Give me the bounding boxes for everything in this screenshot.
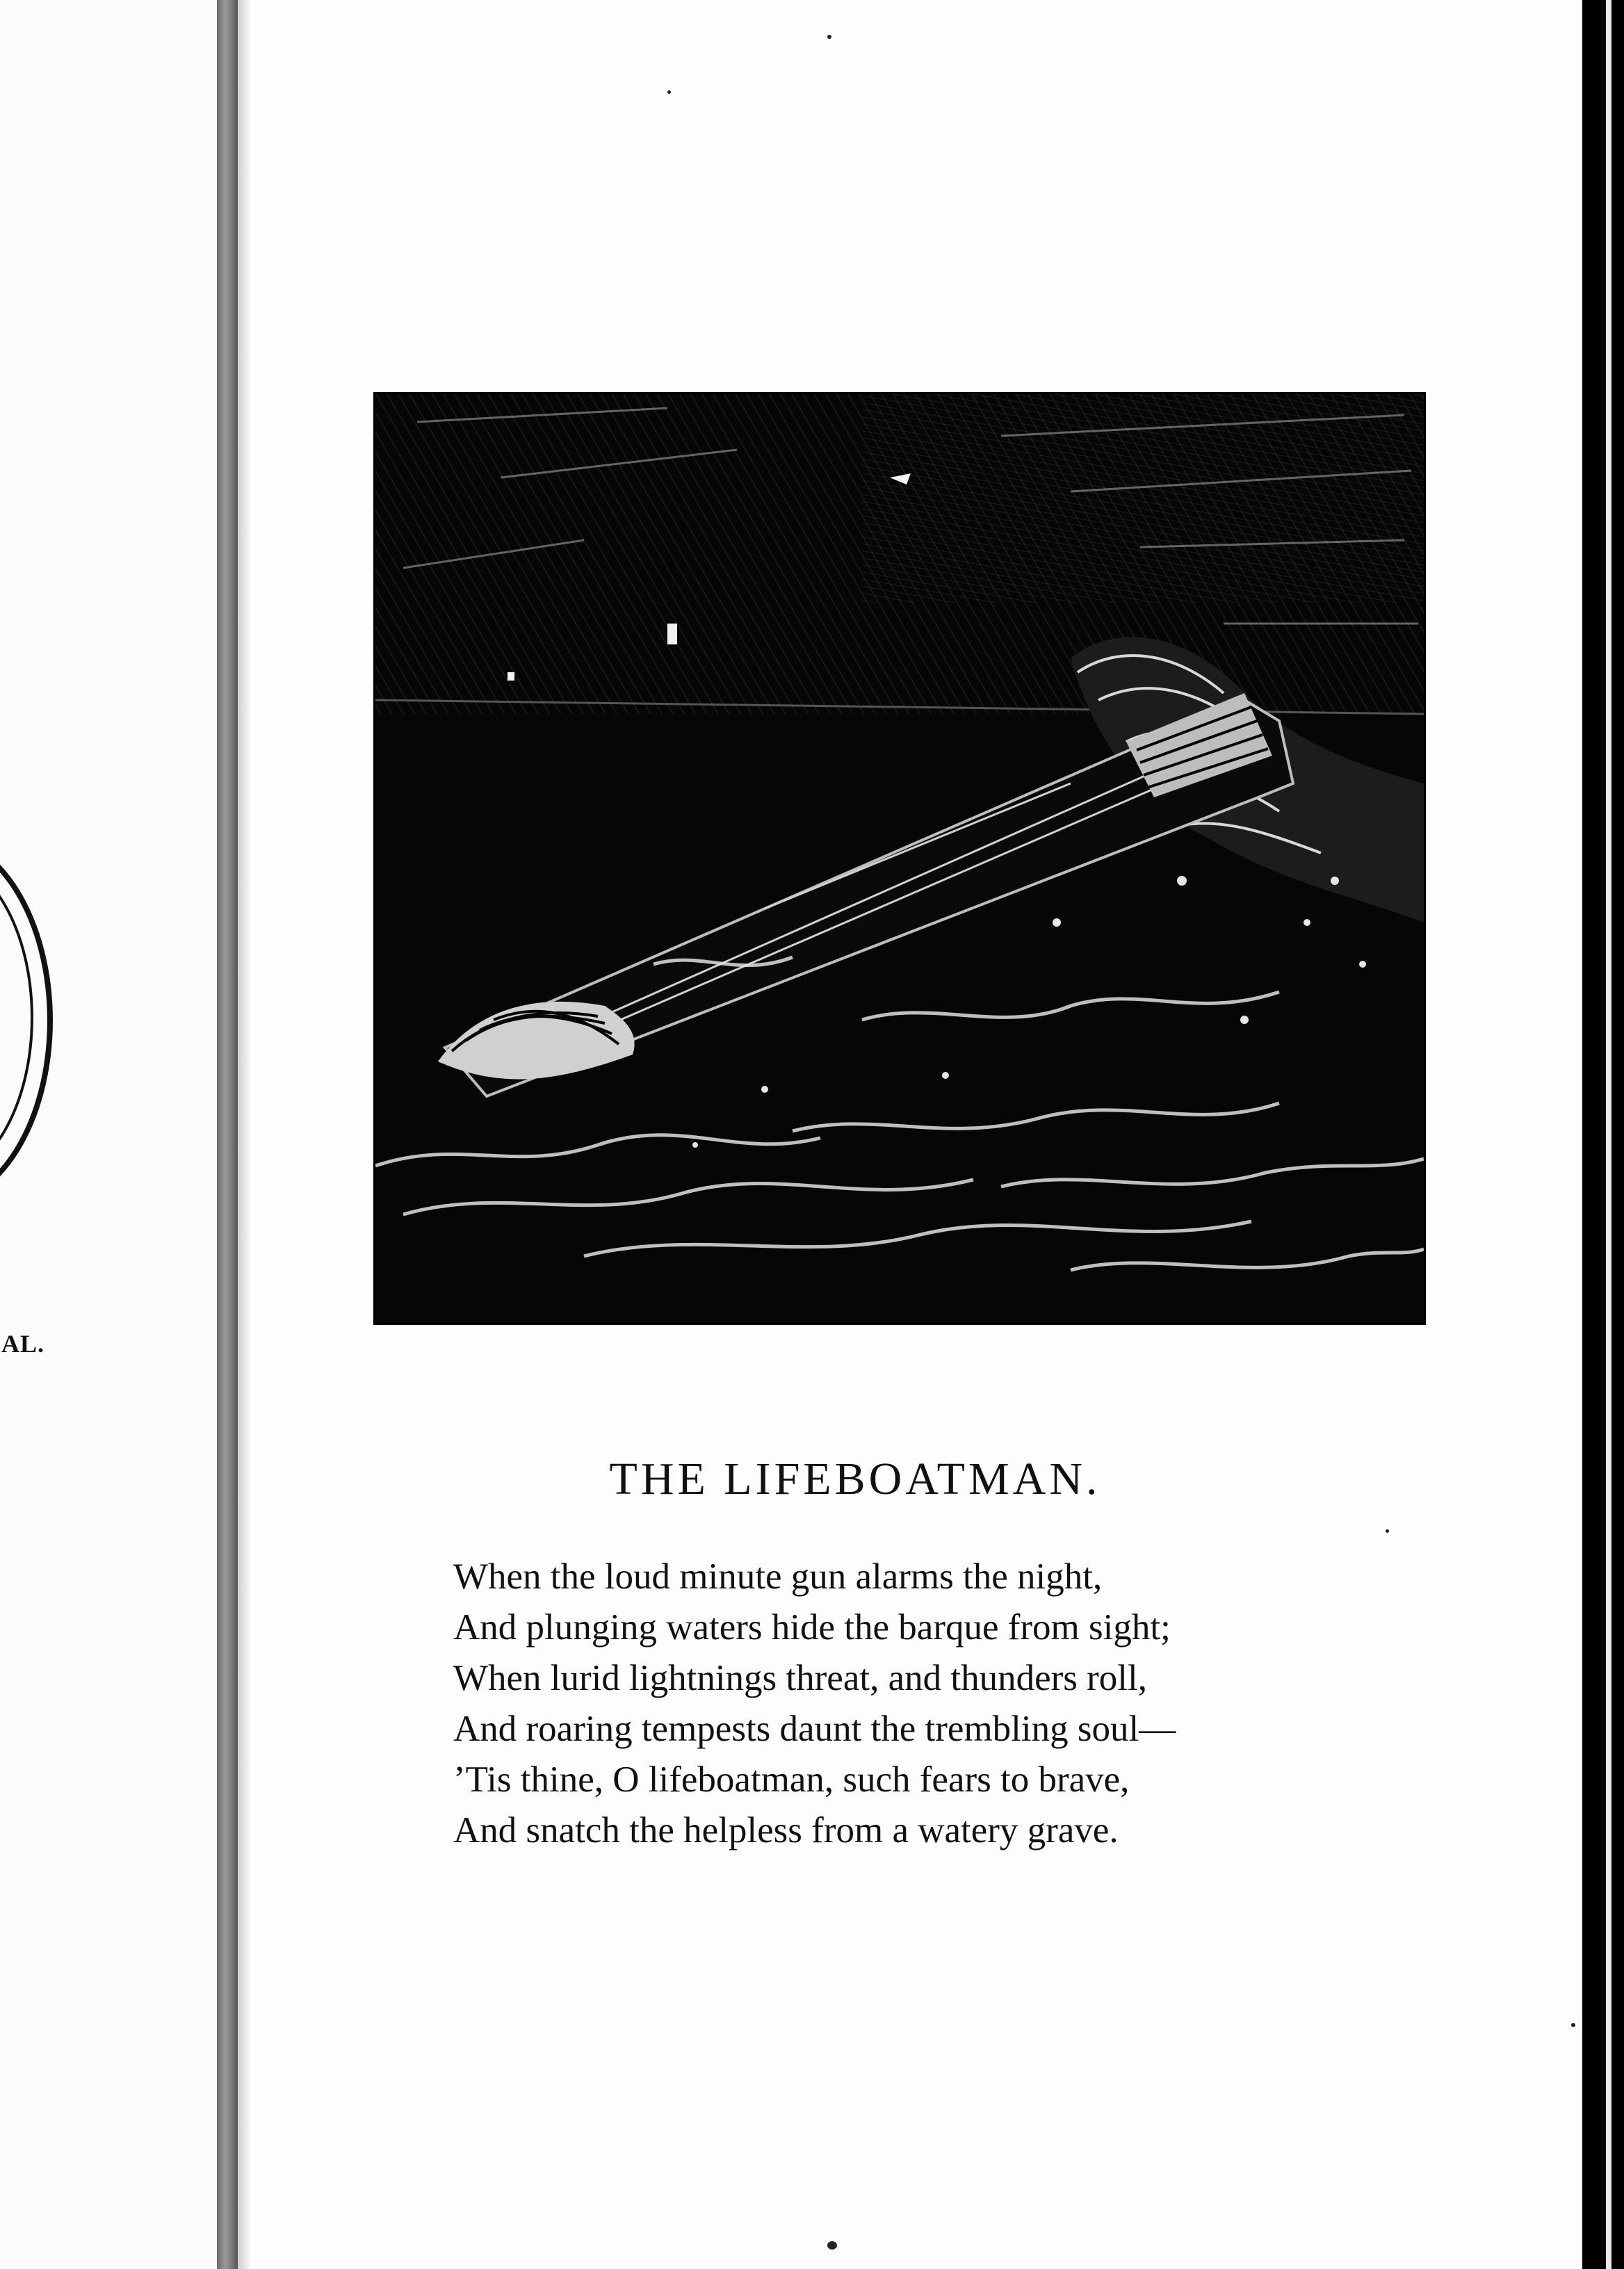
poem-body <box>453 1552 1357 1856</box>
poem-line: When the loud minute gun alarms the night, <box>453 1556 1103 1597</box>
poem-line: And plunging waters hide the barque from sight; <box>453 1607 1171 1648</box>
poem-line: And roaring tempests daunt the trembling soul— <box>453 1709 1176 1749</box>
poem-title: THE LIFEBOATMAN. <box>609 1454 1101 1504</box>
facing-page-text-fragment: AL. <box>1 1330 45 1358</box>
gutter-shadow <box>238 0 250 2269</box>
page-edge-line <box>1606 0 1611 2269</box>
speck <box>827 2241 837 2250</box>
speck <box>1571 2023 1575 2027</box>
speck <box>667 90 671 94</box>
poem-line: When lurid lightnings threat, and thunders roll, <box>453 1658 1147 1698</box>
page-edge <box>1582 0 1603 2269</box>
speck <box>827 35 831 39</box>
poem-line: And snatch the helpless from a watery grave. <box>453 1810 1119 1851</box>
storm-sea-lifeboat-engraving <box>375 394 1424 1323</box>
engraving-illustration <box>373 392 1426 1325</box>
poem-line: ’Tis thine, O lifeboatman, such fears to brave, <box>453 1759 1130 1800</box>
book-spine <box>217 0 238 2269</box>
speck <box>1386 1529 1389 1533</box>
facing-page <box>0 0 217 2269</box>
